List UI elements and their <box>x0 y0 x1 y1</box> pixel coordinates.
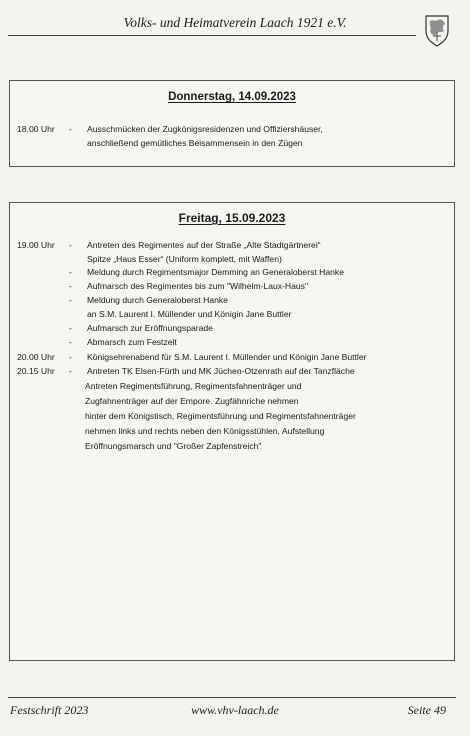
bullet-dash: - <box>69 295 72 305</box>
time-label: 20.00 Uhr <box>17 352 55 362</box>
footer-page-number: Seite 49 <box>407 703 446 717</box>
bullet-dash: - <box>69 124 72 134</box>
event-text: hinter dem Königstisch, Regimentsführung und Regimentsfahnenträger <box>85 411 356 421</box>
footer-divider <box>8 697 456 698</box>
bullet-dash: - <box>69 240 72 250</box>
bullet-dash: - <box>69 337 72 347</box>
event-text: Zugfahnenträger auf der Empore. Zugfähnriche nehmen <box>85 396 299 406</box>
event-text: Königsehrenabend für S.M. Laurent I. Müllender und Königin Jane Buttler <box>87 352 367 362</box>
bullet-dash: - <box>69 366 72 376</box>
event-text: Eröffnungsmarsch und "Großer Zapfenstreich" <box>85 441 262 451</box>
event-text: Aufmarsch des Regimentes bis zum "Wilhelm-Laux-Haus" <box>87 281 309 291</box>
friday-schedule-box <box>9 202 455 661</box>
bullet-dash: - <box>69 323 72 333</box>
event-text: Meldung durch Regimentsmajor Demming an Generaloberst Hanke <box>87 267 344 277</box>
time-label: 19.00 Uhr <box>17 240 55 250</box>
event-text: Abmarsch zum Festzelt <box>87 337 177 347</box>
footer-publication: Festschrift 2023 <box>10 703 89 717</box>
event-text: Ausschmücken der Zugkönigsresidenzen und Offiziershäuser, <box>87 124 323 134</box>
friday-date-heading: Freitag, 15.09.2023 <box>178 211 286 225</box>
page-header-title: Volks- und Heimatverein Laach 1921 e.V. <box>123 15 347 30</box>
thursday-date-heading: Donnerstag, 14.09.2023 <box>168 91 296 103</box>
coat-of-arms-icon <box>424 13 450 47</box>
event-text: Spitze „Haus Esser“ (Uniform komplett, mit Waffen) <box>87 254 282 264</box>
event-text: nehmen links und rechts neben den Königsstühlen, Aufstellung <box>85 426 325 436</box>
footer-website: www.vhv-laach.de <box>191 703 279 717</box>
thursday-schedule-box <box>9 80 455 167</box>
header-divider <box>8 35 416 36</box>
event-text: anschließend gemütliches Beisammensein in den Zügen <box>87 138 303 148</box>
bullet-dash: - <box>69 352 72 362</box>
event-text: Aufmarsch zur Eröffnungsparade <box>87 323 213 333</box>
time-label: 18.00 Uhr <box>17 124 55 134</box>
bullet-dash: - <box>69 281 72 291</box>
event-text: Antreten des Regimentes auf der Straße „Alte Stadtgärtnerei“ <box>87 240 321 250</box>
bullet-dash: - <box>69 267 72 277</box>
event-text: Antreten TK Elsen-Fürth und MK Jüchen-Otzenrath auf der Tanzfläche <box>87 366 355 376</box>
event-text: Antreten Regimentsführung, Regimentsfahnenträger und <box>85 381 302 391</box>
event-text: an S.M. Laurent I. Müllender und Königin Jane Buttler <box>87 309 292 319</box>
event-text: Meldung durch Generaloberst Hanke <box>87 295 228 305</box>
time-label: 20.15 Uhr <box>17 366 55 376</box>
